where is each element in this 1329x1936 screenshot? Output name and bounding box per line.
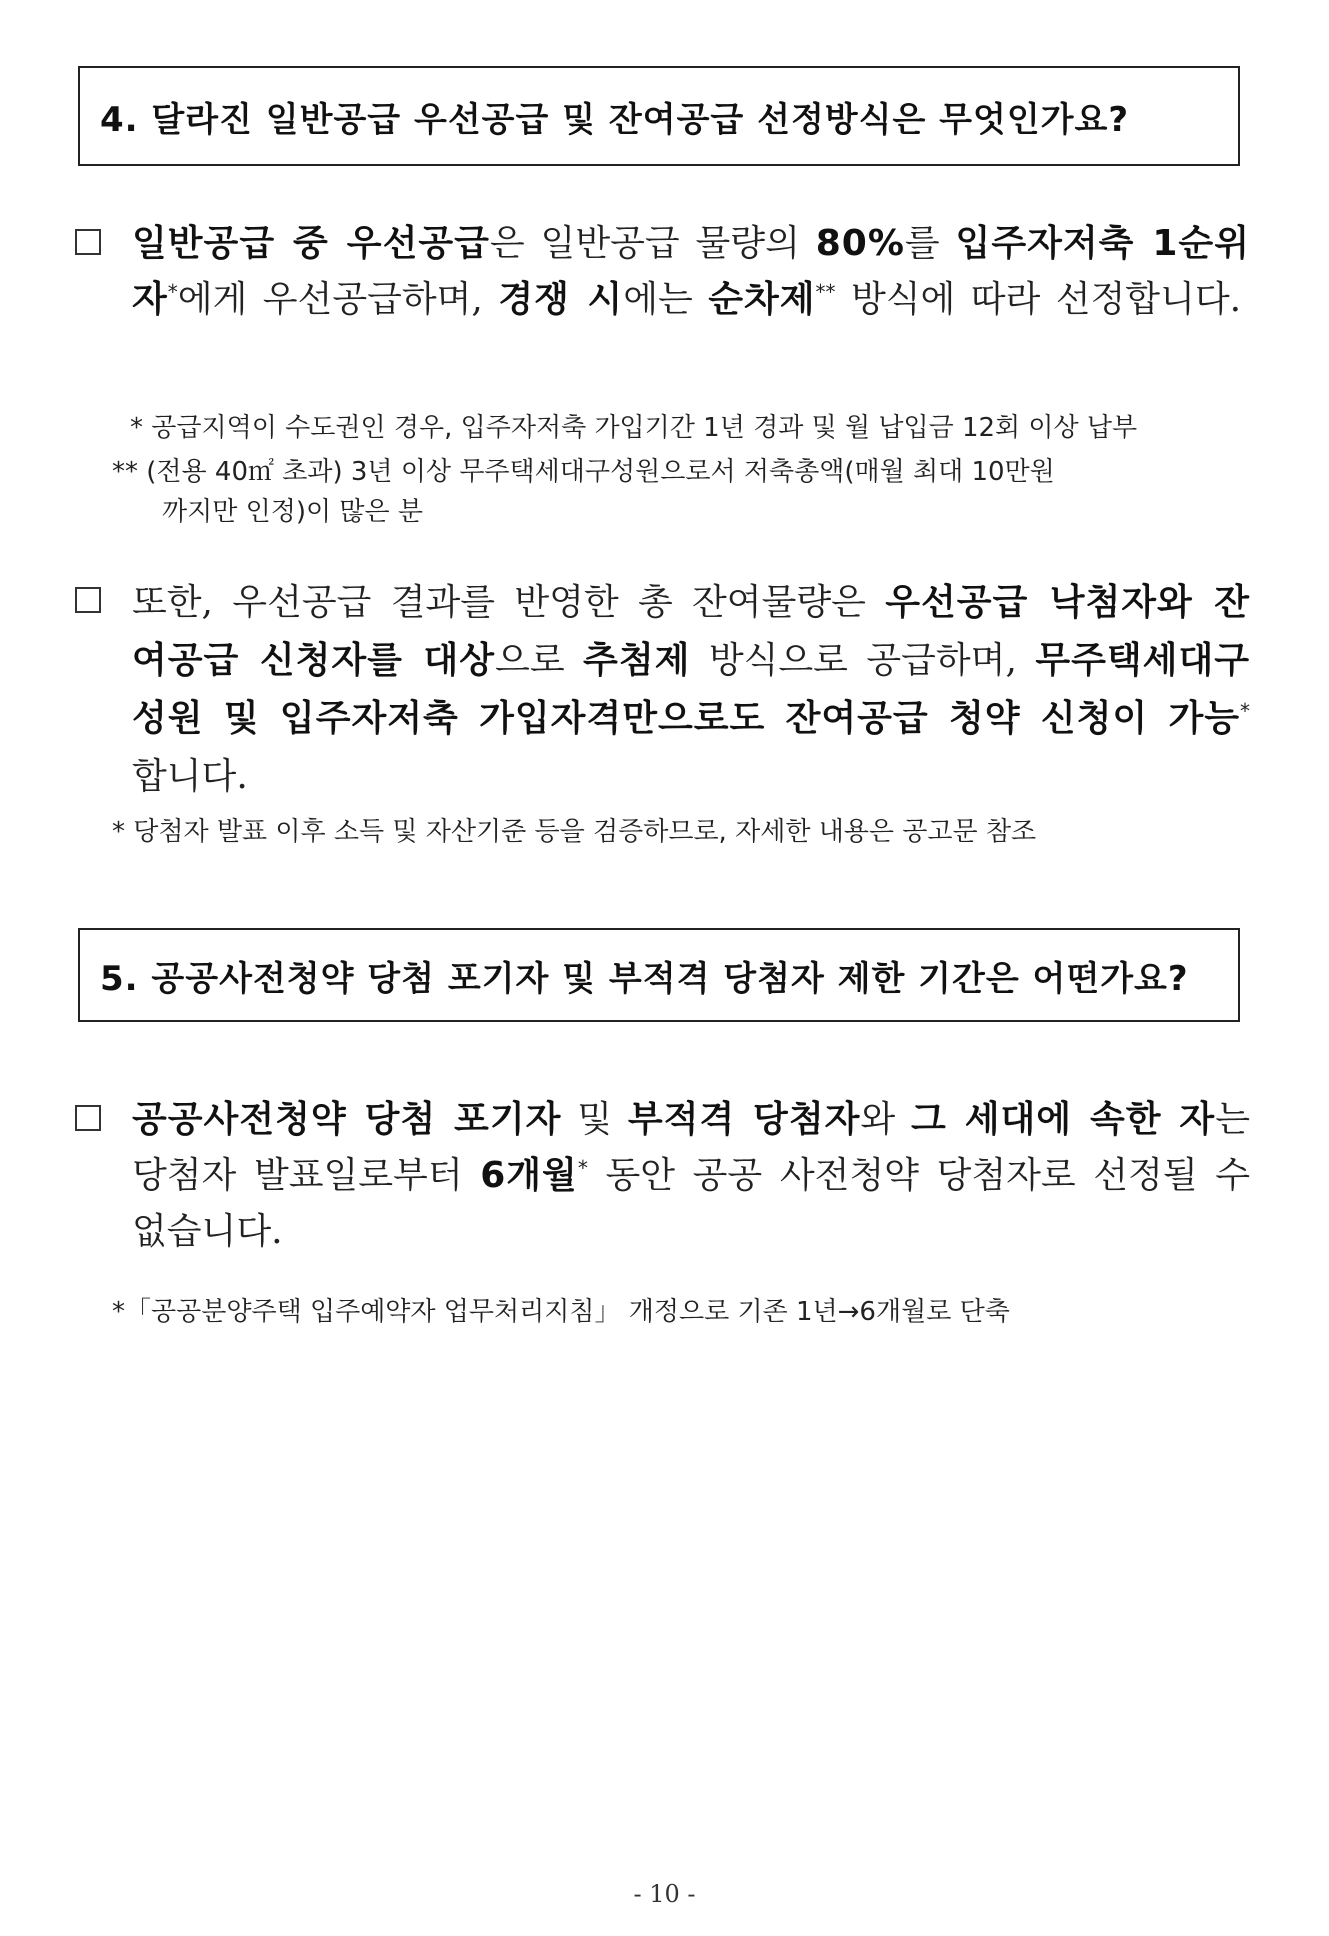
- section-4-item-1-text: 일반공급 중 우선공급은 일반공급 물량의 80%를 입주자저축 1순위자*에게 우선공급하며, 경쟁 시에는 순차제** 방식에 따라 선정합니다.: [132, 223, 1250, 320]
- footnote-continuation: 까지만 인정)이 많은 분: [162, 497, 423, 527]
- section-4-heading: [78, 66, 1240, 166]
- section-4-heading-text: 4. 달라진 일반공급 우선공급 및 잔여공급 선정방식은 무엇인가요?: [100, 99, 1130, 140]
- section-5-item-1-text: 공공사전청약 당첨 포기자 및 부적격 당첨자와 그 세대에 속한 자는 당첨자 발표일로부터 6개월* 동안 공공 사전청약 당첨자로 선정될 수 없습니다.: [132, 1099, 1250, 1252]
- checkbox-square-icon: [75, 1105, 101, 1131]
- section-5-heading-text: 5. 공공사전청약 당첨 포기자 및 부적격 당첨자 제한 기간은 어떤가요?: [100, 958, 1189, 999]
- footnote: ** (전용 40㎡ 초과) 3년 이상 무주택세대구성원으로서 저축총액(매월 최대 10만원: [112, 457, 1055, 487]
- section-4-item-2: [70, 574, 1250, 806]
- footnote: *「공공분양주택 입주예약자 업무처리지침」 개정으로 기존 1년→6개월로 단축: [112, 1297, 1010, 1327]
- checkbox-square-icon: [75, 587, 101, 613]
- checkbox-square-icon: [75, 229, 101, 255]
- page-number: - 10 -: [633, 1880, 696, 1908]
- footnote: * 공급지역이 수도권인 경우, 입주자저축 가입기간 1년 경과 및 월 납입금 12회 이상 납부: [130, 413, 1138, 443]
- footnote: * 당첨자 발표 이후 소득 및 자산기준 등을 검증하므로, 자세한 내용은 공고문 참조: [112, 817, 1037, 847]
- section-5-item-1: [70, 1092, 1250, 1260]
- section-4-item-2-text: 또한, 우선공급 결과를 반영한 총 잔여물량은 우선공급 낙첨자와 잔여공급 신청자를 대상으로 추첨제 방식으로 공급하며, 무주택세대구성원 및 입주자저축 가입자격만으로도 잔여공급 청약 신청이 가능*합니다.: [132, 582, 1250, 797]
- section-4-item-1: [70, 216, 1250, 328]
- section-5-heading: [78, 928, 1240, 1022]
